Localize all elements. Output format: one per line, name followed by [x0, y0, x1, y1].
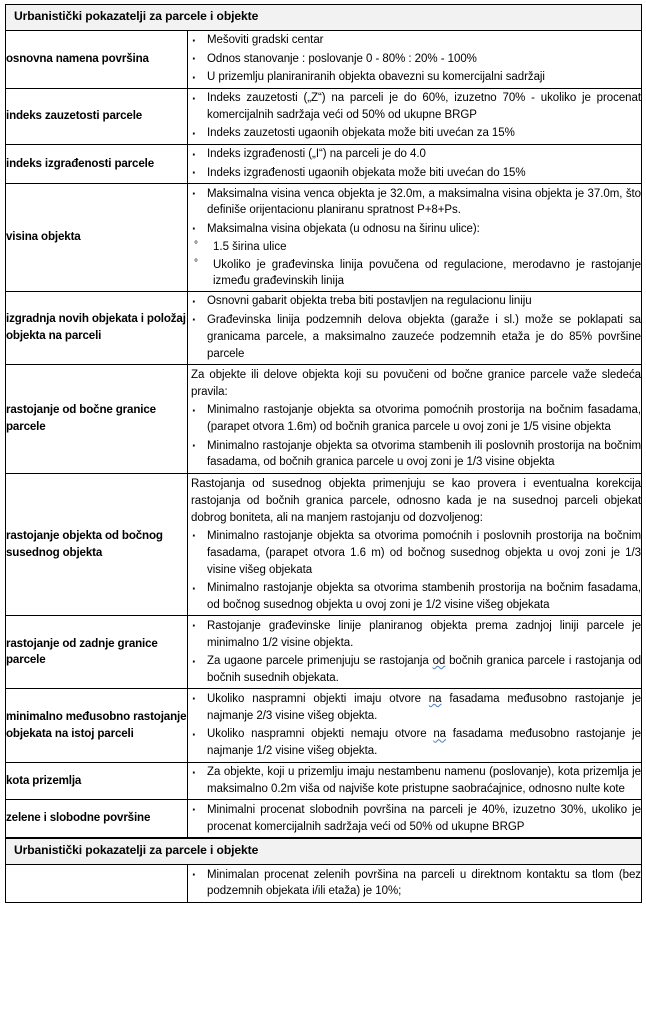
bullet-list [188, 691, 641, 760]
table-row [6, 800, 642, 838]
sub-list-item: ° 1.5 širina ulice [188, 239, 641, 256]
content-intro-paragraph: Za objekte ili delove objekta koji su povučeni od bočne granice parcele važe sledeća pravila: [191, 368, 642, 398]
table-body [6, 5, 642, 903]
row-label-visina-objekta: visina objekta [6, 184, 188, 292]
list-item: · Minimalno rastojanje objekta sa otvorima stambenih ili poslovnih prostorija na bočnim fasadama, od bočnih granica parcele u ovoj zoni je 1/3 visine objekta [188, 438, 641, 472]
table-row [6, 291, 642, 364]
row-content-osnovna-namena-povrsina [188, 30, 642, 88]
row-content-visina-objekta [188, 184, 642, 292]
table-row [6, 30, 642, 88]
table-row [6, 473, 642, 616]
section-header-title-2: Urbanistički pokazatelji za parcele i objekte [6, 838, 642, 864]
list-item: · Maksimalna visina venca objekta je 32.0m, a maksimalna visina objekta je 37.0m, što definiše orijentacionu planiranu spratnost P+8+Ps. [188, 186, 641, 220]
section-header-row-2 [6, 838, 642, 864]
section-header-title-1: Urbanistički pokazatelji za parcele i objekte [6, 5, 642, 31]
content-intro-paragraph: Rastojanja od susednog objekta primenjuju se kao provera i eventualna korekcija rastojanja od bočnih granica parcele, odnosno kada je na susednoj parceli objekat dobrog boniteta, ali na manjem rastojanju od dozvoljenog: [191, 477, 642, 524]
row-content-rastojanje-objekta-od-bocnog-susednog-objekta [188, 473, 642, 616]
row-content-rastojanje-od-bocne-granice-parcele [188, 364, 642, 473]
list-item: · Indeks izgrađenosti („I“) na parceli je do 4.0 [188, 146, 641, 163]
list-item: · Osnovni gabarit objekta treba biti postavljen na regulacionu liniju [188, 293, 641, 310]
row-content-indeks-zauzetosti-parcele [188, 88, 642, 144]
row-label-rastojanje-od-zadnje-granice-parcele: rastojanje od zadnje granice parcele [6, 616, 188, 689]
row-label-rastojanje-objekta-od-bocnog-susednog-objekta: rastojanje objekta od bočnog susednog objekta [6, 473, 188, 616]
table-row [6, 184, 642, 292]
list-item: · Minimalno rastojanje objekta sa otvorima pomoćnih prostorija na bočnim fasadama, (parapet otvora 1.6m) od bočnih granica parcele u ovoj zoni je 1/5 visine objekta [188, 402, 641, 436]
row-label-minimalno-medjusobno-rastojanje: minimalno međusobno rastojanje objekata na istoj parceli [6, 689, 188, 762]
list-item: · Rastojanje građevinske linije planiranog objekta prema zadnjoj liniji parcele je minimalno 1/2 visine objekta. [188, 618, 641, 652]
bullet-list [188, 402, 641, 471]
table-row [6, 762, 642, 800]
row-label-osnovna-namena-povrsina: osnovna namena površina [6, 30, 188, 88]
row-label-rastojanje-od-bocne-granice-parcele: rastojanje od bočne granice parcele [6, 364, 188, 473]
row-label-indeks-zauzetosti-parcele: indeks zauzetosti parcele [6, 88, 188, 144]
table-row [6, 364, 642, 473]
row-label-indeks-izgradjenosti-parcele: indeks izgrađenosti parcele [6, 144, 188, 183]
row-content-kota-prizemlja [188, 762, 642, 800]
row-label-izgradnja-novih-objekata: izgradnja novih objekata i položaj objekta na parceli [6, 291, 188, 364]
row-label-zelene-i-slobodne-povrsine: zelene i slobodne površine [6, 800, 188, 838]
list-item: · Za objekte, koji u prizemlju imaju nestambenu namenu (poslovanje), kota prizemlja je maksimalno 0.2m viša od najviše kote pristupne saobraćajnice, odnosno nulte kote [188, 764, 641, 798]
bullet-list [188, 764, 641, 798]
list-item: · Minimalno rastojanje objekta sa otvorima stambenih prostorija na bočnim fasadama, od bočnog susednog objekta u ovoj zoni je 1/2 visine višeg objekata [188, 580, 641, 614]
row-content-indeks-izgradjenosti-parcele [188, 144, 642, 183]
bullet-list [188, 618, 641, 687]
table-row [6, 689, 642, 762]
row-content-izgradnja-novih-objekata [188, 291, 642, 364]
urban-indicators-table [5, 4, 642, 903]
bullet-list [188, 802, 641, 836]
row-label-kota-prizemlja: kota prizemlja [6, 762, 188, 800]
row-content-zelene-i-slobodne-povrsine [188, 800, 642, 838]
table-row [6, 88, 642, 144]
list-item: · Građevinska linija podzemnih delova objekta (garaže i sl.) može se poklapati sa granicama parcele, a maksimalno zauzeće podzemnih etaža je do 85% površine parcele [188, 312, 641, 363]
list-item: · Ukoliko naspramni objekti nemaju otvore na fasadama međusobno rastojanje je najmanje 1/2 visine višeg objekta. [188, 726, 641, 760]
list-item: · Odnos stanovanje : poslovanje 0 - 80% : 20% - 100% [188, 51, 641, 68]
list-item: · Indeks zauzetosti ugaonih objekata može biti uvećan za 15% [188, 125, 641, 142]
list-item: · Za ugaone parcele primenjuju se rastojanja od bočnih granica parcele i rastojanja od bočnih susednih objekata. [188, 653, 641, 687]
list-item: · Maksimalna visina objekata (u odnosu na širinu ulice): [188, 221, 641, 238]
row-content-minimalno-medjusobno-rastojanje [188, 689, 642, 762]
table-row [6, 865, 642, 903]
bullet-list [188, 90, 641, 142]
list-item: · Minimalni procenat slobodnih površina na parceli je 40%, izuzetno 30%, ukoliko je procenat komercijalnih sadržaja veći od 50% od ukupne BRGP [188, 802, 641, 836]
table-row [6, 616, 642, 689]
list-item: · Indeks izgrađenosti ugaonih objekata može biti uvećan do 15% [188, 165, 641, 182]
row-content-rastojanje-od-zadnje-granice-parcele [188, 616, 642, 689]
section-header-row-1 [6, 5, 642, 31]
list-item: · Indeks zauzetosti („Z“) na parceli je do 60%, izuzetno 70% - ukoliko je procenat komercijalnih sadržaja veći od 50% od ukupne BRGP [188, 90, 641, 124]
sub-list-item: ° Ukoliko je građevinska linija povučena od regulacione, merodavno je rastojanje između građevinskih linija [188, 257, 641, 291]
bullet-list [188, 293, 641, 362]
bullet-list [188, 528, 641, 614]
list-item: · Minimalno rastojanje objekta sa otvorima pomoćnih i poslovnih prostorija na bočnim fasadama, (parapet otvora 1.6 m) od bočnog susednog objekta u ovoj zoni je 1/3 visine višeg objekata [188, 528, 641, 579]
row-content-zelene-povrsine-kontakt-tlo [188, 865, 642, 903]
bullet-list [188, 146, 641, 181]
sub-bullet-list [188, 239, 641, 290]
table-row [6, 144, 642, 183]
bullet-list [188, 32, 641, 86]
list-item: · Minimalan procenat zelenih površina na parceli u direktnom kontaktu sa tlom (bez podzemnih objekata i/ili etaža) je 10%; [188, 867, 641, 901]
list-item: · U prizemlju planiraniranih objekta obavezni su komercijalni sadržaji [188, 69, 641, 86]
list-item: · Mešoviti gradski centar [188, 32, 641, 49]
bullet-list [188, 867, 641, 901]
list-item: · Ukoliko naspramni objekti imaju otvore na fasadama međusobno rastojanje je najmanje 2/3 visine višeg objekta. [188, 691, 641, 725]
row-label-empty [6, 865, 188, 903]
bullet-list [188, 186, 641, 238]
